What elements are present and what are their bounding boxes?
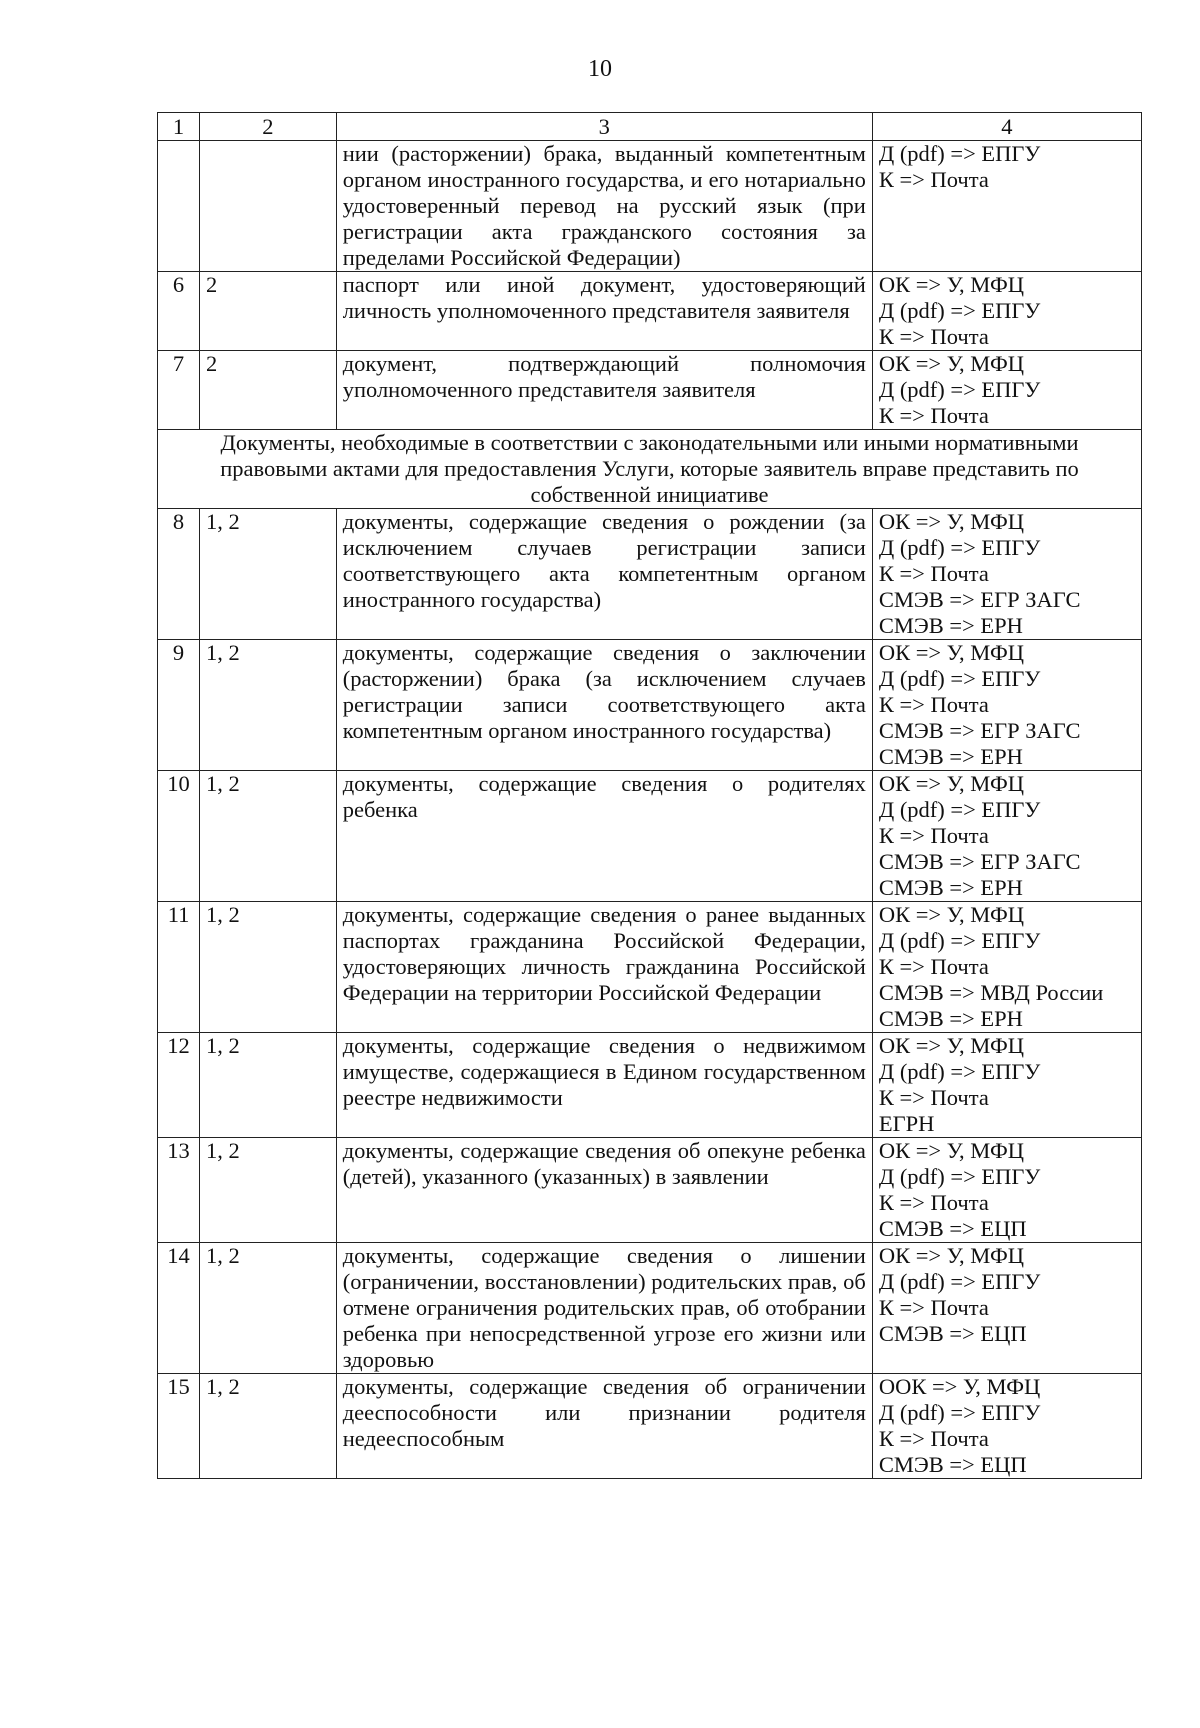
submission-channel: ОК => У, МФЦ — [878, 902, 1024, 927]
submission-channel: ООК => У, МФЦ — [878, 1374, 1041, 1399]
table-row — [158, 509, 1142, 640]
submission-channel: СМЭВ => ЕРН — [878, 744, 1023, 769]
row-submission-channels — [872, 1033, 1141, 1138]
submission-channel: СМЭВ => ЕГР ЗАГС — [878, 587, 1081, 612]
submission-channel: СМЭВ => ЕЦП — [878, 1321, 1027, 1346]
row-submission-channels — [872, 640, 1141, 771]
submission-channel: ОК => У, МФЦ — [878, 272, 1024, 297]
submission-channel: СМЭВ => ЕРН — [878, 875, 1023, 900]
row-number: 13 — [158, 1138, 200, 1243]
submission-channel: ОК => У, МФЦ — [878, 640, 1024, 665]
submission-channel: Д (pdf) => ЕПГУ — [878, 1269, 1041, 1294]
row-number: 7 — [158, 351, 200, 430]
row-applicant-ref: 1, 2 — [200, 640, 337, 771]
submission-channel: К => Почта — [878, 1190, 989, 1215]
submission-channel: К => Почта — [878, 1295, 989, 1320]
row-number — [158, 141, 200, 272]
submission-channel: К => Почта — [878, 692, 989, 717]
submission-channel: Д (pdf) => ЕПГУ — [878, 298, 1041, 323]
submission-channel: Д (pdf) => ЕПГУ — [878, 535, 1041, 560]
row-applicant-ref: 1, 2 — [200, 1138, 337, 1243]
row-document-description: документ, подтверждающий полномочия уполномоченного представителя заявителя — [336, 351, 872, 430]
row-submission-channels — [872, 272, 1141, 351]
table-row — [158, 351, 1142, 430]
row-applicant-ref: 1, 2 — [200, 902, 337, 1033]
row-applicant-ref: 2 — [200, 272, 337, 351]
submission-channel: К => Почта — [878, 403, 989, 428]
header-col-3: 3 — [336, 113, 872, 141]
table-row — [158, 902, 1142, 1033]
submission-channel: Д (pdf) => ЕПГУ — [878, 666, 1041, 691]
row-document-description: документы, содержащие сведения о рождении (за исключением случаев регистрации записи соответствующего акта компетентным органом иностранного государства) — [336, 509, 872, 640]
row-document-description: документы, содержащие сведения о недвижимом имуществе, содержащиеся в Едином государственном реестре недвижимости — [336, 1033, 872, 1138]
row-number: 11 — [158, 902, 200, 1033]
submission-channel: Д (pdf) => ЕПГУ — [878, 797, 1041, 822]
row-number: 12 — [158, 1033, 200, 1138]
row-document-description: паспорт или иной документ, удостоверяющий личность уполномоченного представителя заявителя — [336, 272, 872, 351]
row-applicant-ref — [200, 141, 337, 272]
row-applicant-ref: 1, 2 — [200, 1374, 337, 1479]
submission-channel: СМЭВ => ЕГР ЗАГС — [878, 849, 1081, 874]
table-section — [158, 430, 1142, 509]
row-number: 10 — [158, 771, 200, 902]
submission-channel: СМЭВ => ЕЦП — [878, 1452, 1027, 1477]
submission-channel: СМЭВ => ЕРН — [878, 613, 1023, 638]
row-document-description: документы, содержащие сведения о заключении (расторжении) брака (за исключением случаев регистрации записи соответствующего акта компетентным органом иностранного государства) — [336, 640, 872, 771]
header-col-1: 1 — [158, 113, 200, 141]
submission-channel: Д (pdf) => ЕПГУ — [878, 141, 1041, 166]
row-applicant-ref: 1, 2 — [200, 509, 337, 640]
submission-channel: ОК => У, МФЦ — [878, 351, 1024, 376]
row-document-description: документы, содержащие сведения об опекуне ребенка (детей), указанного (указанных) в заявлении — [336, 1138, 872, 1243]
submission-channel: ОК => У, МФЦ — [878, 509, 1024, 534]
page-number: 10 — [588, 56, 612, 82]
row-number: 8 — [158, 509, 200, 640]
submission-channel: Д (pdf) => ЕПГУ — [878, 377, 1041, 402]
table-row — [158, 1033, 1142, 1138]
row-applicant-ref: 1, 2 — [200, 771, 337, 902]
documents-table — [157, 112, 1142, 1479]
submission-channel: К => Почта — [878, 954, 989, 979]
submission-channel: ОК => У, МФЦ — [878, 1243, 1024, 1268]
row-document-description: документы, содержащие сведения о ранее выданных паспортах гражданина Российской Федерации, удостоверяющих личность гражданина Российской Федерации на территории Российской Федерации — [336, 902, 872, 1033]
submission-channel: Д (pdf) => ЕПГУ — [878, 928, 1041, 953]
submission-channel: ЕГРН — [878, 1111, 935, 1136]
header-col-4: 4 — [872, 113, 1141, 141]
row-applicant-ref: 1, 2 — [200, 1243, 337, 1374]
submission-channel: СМЭВ => МВД России — [878, 980, 1104, 1005]
row-number: 9 — [158, 640, 200, 771]
row-submission-channels — [872, 1243, 1141, 1374]
table-row — [158, 1374, 1142, 1479]
table-row — [158, 1243, 1142, 1374]
submission-channel: СМЭВ => ЕРН — [878, 1006, 1023, 1031]
submission-channel: ОК => У, МФЦ — [878, 1138, 1024, 1163]
submission-channel: Д (pdf) => ЕПГУ — [878, 1164, 1041, 1189]
submission-channel: К => Почта — [878, 1426, 989, 1451]
table-body-top — [158, 141, 1142, 430]
submission-channel: К => Почта — [878, 167, 989, 192]
submission-channel: ОК => У, МФЦ — [878, 1033, 1024, 1058]
submission-channel: СМЭВ => ЕГР ЗАГС — [878, 718, 1081, 743]
row-submission-channels — [872, 1374, 1141, 1479]
table-row — [158, 272, 1142, 351]
row-submission-channels — [872, 141, 1141, 272]
table-row — [158, 141, 1142, 272]
row-document-description: нии (расторжении) брака, выданный компетентным органом иностранного государства, и его нотариально удостоверенный перевод на русский язык (при регистрации акта гражданского состояния за пределами Российской Федерации) — [336, 141, 872, 272]
row-submission-channels — [872, 1138, 1141, 1243]
submission-channel: ОК => У, МФЦ — [878, 771, 1024, 796]
section-heading: Документы, необходимые в соответствии с законодательными или иными нормативными правовыми актами для предоставления Услуги, которые заявитель вправе представить по собственной инициативе — [158, 430, 1142, 509]
header-col-2: 2 — [200, 113, 337, 141]
row-document-description: документы, содержащие сведения об ограничении дееспособности или признании родителя недееспособным — [336, 1374, 872, 1479]
row-submission-channels — [872, 902, 1141, 1033]
row-submission-channels — [872, 771, 1141, 902]
row-document-description: документы, содержащие сведения о родителях ребенка — [336, 771, 872, 902]
row-submission-channels — [872, 509, 1141, 640]
table-body-bottom — [158, 509, 1142, 1479]
table-row — [158, 771, 1142, 902]
submission-channel: Д (pdf) => ЕПГУ — [878, 1059, 1041, 1084]
table-row — [158, 640, 1142, 771]
submission-channel: К => Почта — [878, 1085, 989, 1110]
submission-channel: К => Почта — [878, 823, 989, 848]
row-document-description: документы, содержащие сведения о лишении (ограничении, восстановлении) родительских прав, об отмене ограничения родительских прав, об отобрании ребенка при непосредственной угрозе его жизни или здоровью — [336, 1243, 872, 1374]
row-number: 15 — [158, 1374, 200, 1479]
table-row — [158, 1138, 1142, 1243]
row-applicant-ref: 2 — [200, 351, 337, 430]
row-submission-channels — [872, 351, 1141, 430]
submission-channel: СМЭВ => ЕЦП — [878, 1216, 1027, 1241]
table-header-row — [158, 113, 1142, 141]
row-applicant-ref: 1, 2 — [200, 1033, 337, 1138]
row-number: 14 — [158, 1243, 200, 1374]
submission-channel: К => Почта — [878, 324, 989, 349]
section-heading-row — [158, 430, 1142, 509]
submission-channel: Д (pdf) => ЕПГУ — [878, 1400, 1041, 1425]
submission-channel: К => Почта — [878, 561, 989, 586]
row-number: 6 — [158, 272, 200, 351]
